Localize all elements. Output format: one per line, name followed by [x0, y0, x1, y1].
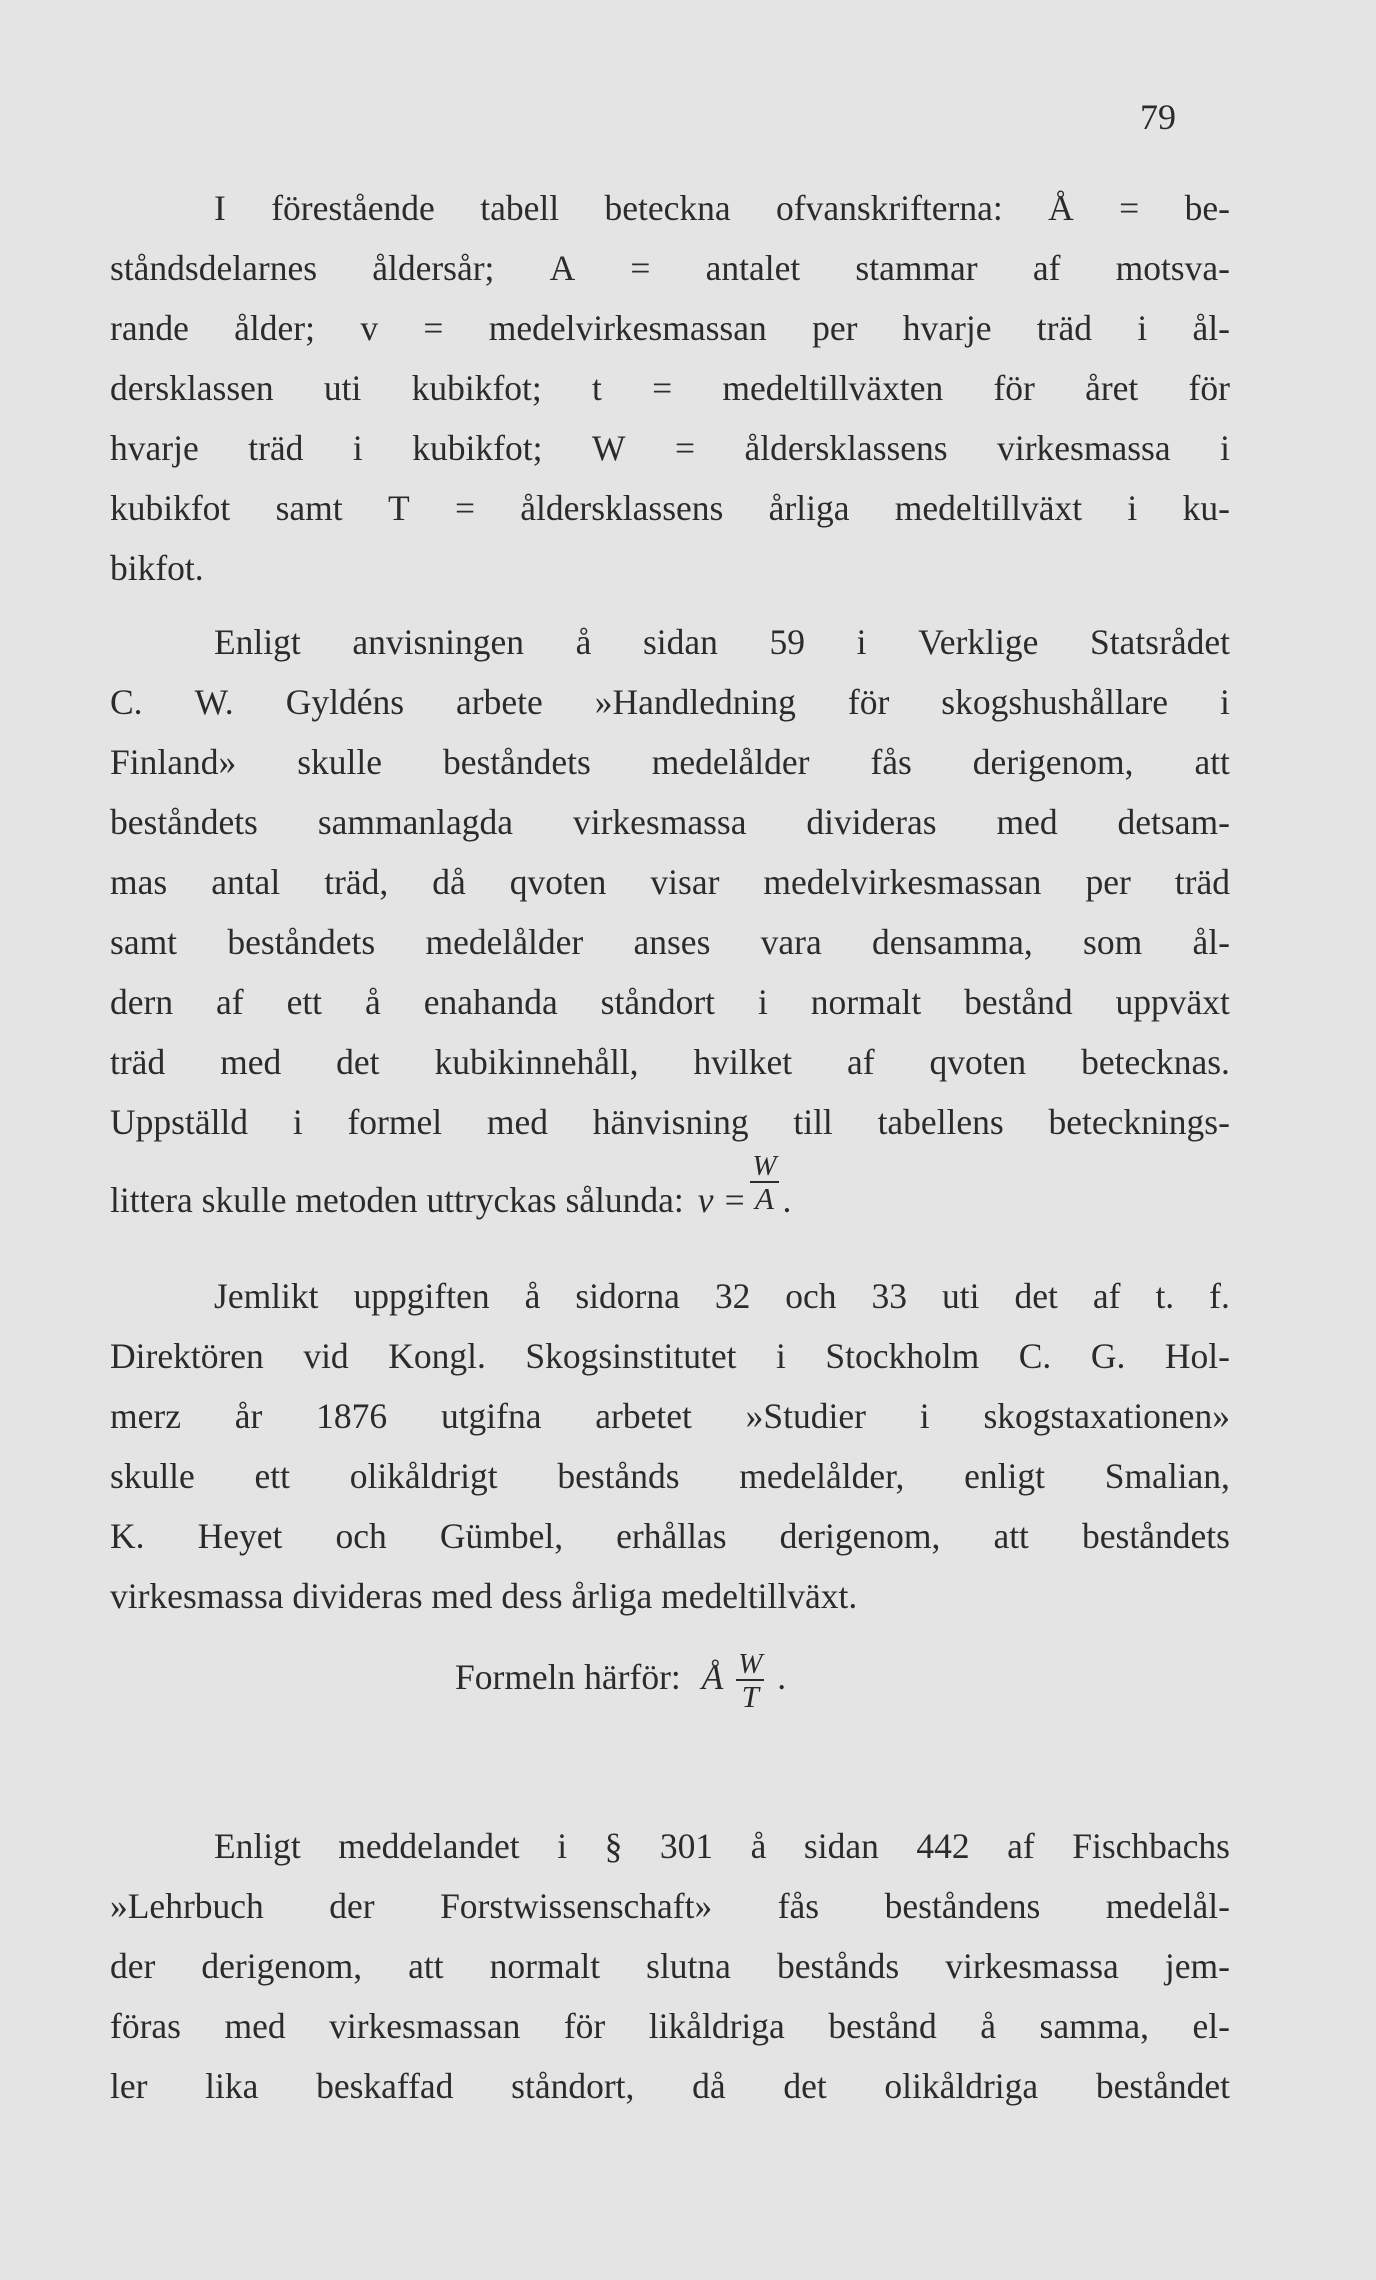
- text-line: »Lehrbuch der Forstwissenschaft» fås beståndens medelål-: [110, 1886, 1230, 1926]
- formula-line-2: [455, 1650, 786, 1712]
- paragraph-gylden: [110, 612, 1230, 1248]
- text-line: rande ålder; v = medelvirkesmassan per hvarje träd i ål-: [110, 308, 1230, 348]
- text-line: hvarje träd i kubikfot; W = åldersklassens virkesmassa i: [110, 428, 1230, 468]
- fraction-denominator: T: [741, 1679, 759, 1714]
- text-line: ler lika beskaffad ståndort, då det olikåldriga beståndet: [110, 2066, 1230, 2106]
- paragraph-notation: [110, 178, 1230, 598]
- text-line: kubikfot samt T = åldersklassens årliga medeltillväxt i ku-: [110, 488, 1230, 528]
- text-line: bikfot.: [110, 548, 204, 588]
- text-line: träd med det kubikinnehåll, hvilket af qvoten betecknas.: [110, 1042, 1230, 1082]
- text-line: dern af ett å enahanda ståndort i normalt bestånd uppväxt: [110, 982, 1230, 1022]
- formula-intro: littera skulle metoden uttryckas sålunda:: [110, 1180, 684, 1220]
- paragraph-holmerz: [110, 1266, 1230, 1626]
- text-line: Jemlikt uppgiften å sidorna 32 och 33 uti det af t. f.: [214, 1276, 1230, 1316]
- formula-lhs: v =: [697, 1180, 747, 1220]
- fraction-w-over-t: [736, 1650, 764, 1712]
- page-number: 79: [1140, 97, 1176, 137]
- text-line: skulle ett olikåldrigt bestånds medelålder, enligt Smalian,: [110, 1456, 1230, 1496]
- text-line: Uppställd i formel med hänvisning till tabellens betecknings-: [110, 1102, 1230, 1142]
- formula-line-1: [110, 1152, 1230, 1248]
- text-line: samt beståndets medelålder anses vara densamma, som ål-: [110, 922, 1230, 962]
- formula-lhs: Å: [701, 1657, 724, 1698]
- formula-end: .: [777, 1657, 787, 1698]
- formula-end: .: [782, 1180, 792, 1220]
- paragraph-fischbach: [110, 1816, 1230, 2116]
- text-line: merz år 1876 utgifna arbetet »Studier i skogstaxationen»: [110, 1396, 1230, 1436]
- fraction-numerator: W: [738, 1648, 763, 1680]
- text-line: Enligt meddelandet i § 301 å sidan 442 af Fischbachs: [214, 1826, 1230, 1866]
- text-line: mas antal träd, då qvoten visar medelvirkesmassan per träd: [110, 862, 1230, 902]
- text-line: Direktören vid Kongl. Skogsinstitutet i Stockholm C. G. Hol-: [110, 1336, 1230, 1376]
- text-line: C. W. Gyldéns arbete »Handledning för skogshushållare i: [110, 682, 1230, 722]
- formula-intro: Formeln härför:: [455, 1657, 681, 1698]
- fraction-w-over-a: [750, 1152, 778, 1248]
- text-line: dersklassen uti kubikfot; t = medeltillväxten för året för: [110, 368, 1230, 408]
- text-line: K. Heyet och Gümbel, erhållas derigenom, att beståndets: [110, 1516, 1230, 1556]
- fraction-numerator: W: [752, 1150, 777, 1182]
- text-line: Finland» skulle beståndets medelålder fås derigenom, att: [110, 742, 1230, 782]
- text-line: virkesmassa divideras med dess årliga medeltillväxt.: [110, 1576, 858, 1616]
- fraction-denominator: A: [754, 1181, 774, 1216]
- text-line: ståndsdelarnes åldersår; A = antalet stammar af motsva-: [110, 248, 1230, 288]
- text-line: föras med virkesmassan för likåldriga bestånd å samma, el-: [110, 2006, 1230, 2046]
- text-line: I förestående tabell betecknа ofvanskrifterna: Å = be-: [214, 188, 1230, 228]
- text-line: der derigenom, att normalt slutna bestånds virkesmassa jem-: [110, 1946, 1230, 1986]
- text-line: beståndets sammanlagda virkesmassa divideras med detsam-: [110, 802, 1230, 842]
- text-line: Enligt anvisningen å sidan 59 i Verklige Statsrådet: [214, 622, 1230, 662]
